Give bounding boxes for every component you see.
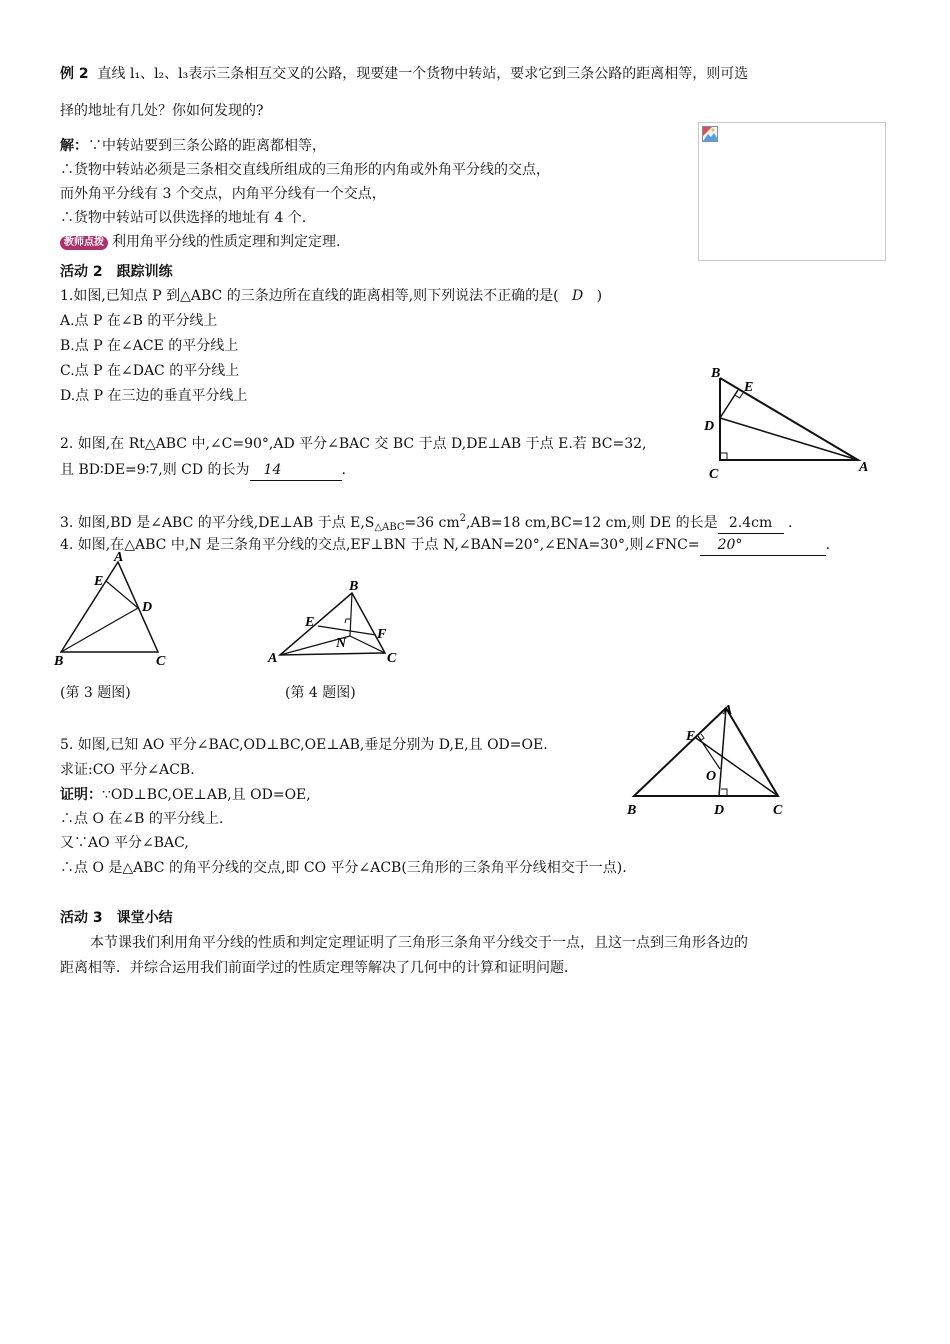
- q1-stem: [60, 286, 602, 306]
- fig2-label-b: B: [711, 366, 721, 381]
- proof-line3: 又∵AO 平分∠BAC,: [60, 835, 189, 851]
- solution-line2: ∴货物中转站必须是三条相交直线所组成的三角形的内角或外角平分线的交点，: [60, 162, 550, 178]
- fig3-label-d: D: [142, 600, 153, 615]
- q3-text-c: ,AB=18 cm,BC=12 cm,则 DE 的长是: [466, 515, 718, 531]
- proof-line2: ∴点 O 在∠B 的平分线上.: [60, 811, 224, 827]
- summary-line1: 本节课我们利用角平分线的性质和判定定理证明了三角形三条角平分线交于一点，且这一点到三角形各边的: [90, 935, 748, 951]
- q5-line2: 求证:CO 平分∠ACB.: [60, 762, 195, 778]
- q1-text: 1.如图,已知点 P 到△ABC 的三条边所在直线的距离相等,则下列说法不正确的是(: [60, 288, 559, 304]
- broken-image-icon: [702, 126, 718, 142]
- q1-option-d: D.点 P 在三边的垂直平分线上: [60, 388, 248, 404]
- fig2-label-a: A: [859, 460, 869, 475]
- proof-text-1: ∵OD⊥BC,OE⊥AB,且 OD=OE,: [102, 787, 311, 803]
- q2-text: 且 BD∶DE=9∶7,则 CD 的长为: [60, 462, 250, 478]
- activity3-title: 活动 3 课堂小结: [60, 910, 173, 926]
- q2-line1: 2. 如图,在 Rt△ABC 中,∠C=90°,AD 平分∠BAC 交 BC 于点 D,DE⊥AB 于点 E.若 BC=32,: [60, 436, 647, 452]
- figure-q2: [698, 362, 883, 484]
- q3-subscript: △ABC: [374, 522, 405, 533]
- solution-line1: [60, 136, 326, 156]
- fig5-label-b: B: [627, 803, 637, 818]
- q1-close: ): [596, 288, 603, 304]
- fig4-label-e: E: [305, 615, 315, 630]
- example2-text-1: 直线 l₁、l₂、l₃表示三条相互交叉的公路，现要建一个货物中转站，要求它到三条公路的距离相等，则可选: [97, 66, 749, 82]
- teacher-badge: 教师点拨: [60, 236, 108, 250]
- fig4-label-c: C: [387, 651, 397, 666]
- q3-text-a: 3. 如图,BD 是∠ABC 的平分线,DE⊥AB 于点 E,S: [60, 515, 375, 531]
- solution-line3: 而外角平分线有 3 个交点，内角平分线有一个交点，: [60, 186, 386, 202]
- fig5-label-o: O: [706, 769, 717, 784]
- fig4-label-f: F: [377, 627, 387, 642]
- fig5-label-d: D: [714, 803, 725, 818]
- fig5-label-e: E: [686, 729, 696, 744]
- q3-end: .: [788, 515, 793, 531]
- q3-stem: [60, 509, 793, 538]
- fig4-label-a: A: [268, 651, 278, 666]
- q1-option-b: B.点 P 在∠ACE 的平分线上: [60, 338, 239, 354]
- caption-fig3: (第 3 题图): [60, 685, 131, 701]
- q5-line1: 5. 如图,已知 AO 平分∠BAC,OD⊥BC,OE⊥AB,垂足分别为 D,E,且 OD=OE.: [60, 737, 548, 753]
- solution-line4: ∴货物中转站可以供选择的地址有 4 个.: [60, 210, 307, 226]
- fig2-label-d: D: [704, 419, 715, 434]
- q3-answer: 2.4cm: [718, 513, 784, 534]
- fig2-label-c: C: [709, 467, 719, 482]
- solution-text-1: ∵中转站要到三条公路的距离都相等，: [88, 138, 326, 154]
- fig3-label-a: A: [114, 552, 124, 565]
- q2-answer: 14: [250, 460, 342, 481]
- caption-fig4: (第 4 题图): [285, 685, 356, 701]
- fig5-label-c: C: [773, 803, 783, 818]
- activity2-title: 活动 2 跟踪训练: [60, 264, 173, 280]
- q2-end: .: [341, 462, 346, 478]
- solution-label: 解：: [60, 138, 88, 154]
- q4-text: 4. 如图,在△ABC 中,N 是三条角平分线的交点,EF⊥BN 于点 N,∠BAN=20°,∠ENA=30°,则∠FNC=: [60, 537, 700, 553]
- teacher-tip: [60, 232, 340, 252]
- figure-q3: [52, 552, 182, 670]
- proof-label: 证明：: [60, 787, 102, 803]
- fig4-label-b: B: [349, 579, 359, 594]
- q1-option-a: A.点 P 在∠B 的平分线上: [60, 313, 218, 329]
- fig3-label-e: E: [94, 574, 104, 589]
- example2-line1: [60, 64, 748, 84]
- q1-option-c: C.点 P 在∠DAC 的平分线上: [60, 363, 240, 379]
- fig5-label-a: A: [723, 703, 733, 718]
- missing-image-frame: [698, 122, 886, 261]
- proof-line4: ∴点 O 是△ABC 的角平分线的交点,即 CO 平分∠ACB(三角形的三条角平分线相交于一点).: [60, 860, 627, 876]
- figure-q5: [620, 694, 810, 820]
- fig2-label-e: E: [744, 380, 754, 395]
- q1-answer: D: [572, 288, 584, 304]
- fig4-label-n: N: [336, 636, 347, 651]
- q4-end: .: [825, 537, 831, 553]
- q3-text-b: =36 cm: [404, 515, 460, 531]
- proof-line1: [60, 785, 311, 805]
- example2-label: 例 2: [60, 66, 89, 82]
- fig3-label-c: C: [156, 654, 166, 669]
- figure-q4: [266, 575, 414, 671]
- q3-superscript: 2: [459, 513, 467, 524]
- teacher-tip-text: 利用角平分线的性质定理和判定定理.: [112, 234, 341, 250]
- q4-answer: 20°: [700, 535, 826, 556]
- q2-line2: [60, 460, 346, 481]
- summary-line2: 距离相等．并综合运用我们前面学过的性质定理等解决了几何中的计算和证明问题．: [60, 960, 578, 976]
- fig3-label-b: B: [54, 654, 64, 669]
- example2-line2: 择的地址有几处？你如何发现的?: [60, 103, 264, 119]
